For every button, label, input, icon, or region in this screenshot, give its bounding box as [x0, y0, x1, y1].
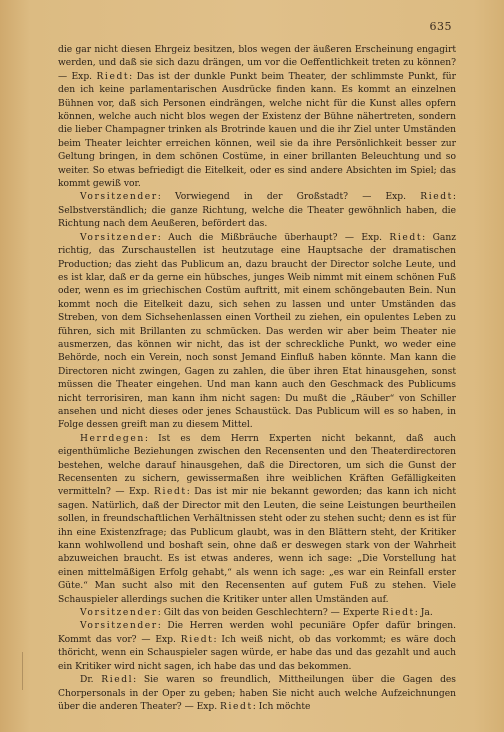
speaker-name: Riedl — [101, 675, 134, 686]
text-run: : Sie waren so freundlich, Mittheilungen über die Gagen des Chorpersonals in der Oper zu geben; haben Sie nicht auch welche Aufzeichnungen über die anderen Theater? — Exp. — [58, 675, 456, 712]
margin-mark — [22, 652, 23, 690]
speaker-name: Riedt — [420, 192, 453, 203]
text-run: : Auch die Mißbräuche überhaupt? — Exp. — [157, 232, 390, 243]
speaker-name: Vorsitzender — [80, 232, 158, 243]
speaker-name: Riedt — [389, 232, 423, 243]
paragraph — [58, 607, 456, 620]
text-run: : Ist es dem Herrn Experten nicht bekannt, daß auch eigenthümliche Beziehungen zwischen den Recensenten und den Theaterdirectoren bestehen, welche darauf hinausgehen, daß die Directoren, um sich die Gunst der Recensenten zu sichern, gewissermaßen ihre weiblichen Kräften Gefälligkeiten vermitteln? — Exp. — [58, 433, 456, 498]
text-run: : Ich weiß nicht, ob das vorkommt; es wäre doch thöricht, wenn ein Schauspieler sagen würde, er habe das und das gezahlt und auch ein Kritiker wird nicht sagen, ich habe das und das bekommen. — [58, 634, 456, 672]
text-run: : Die Herren werden wohl pecuniäre Opfer dafür bringen. Kommt das vor? — Exp. — [58, 621, 456, 645]
paragraph — [58, 44, 456, 191]
text-run: : Ganz richtig, das Zurschaustellen ist heutzutage eine Hauptsache der dramatischen Production; das zieht das Publicum an, dazu braucht der Director solche Leute, und es ist klar, daß er da gerne ein hübsches, junges Weib nimmt mit einem schönen Fuß oder, wenn es im griechischen Costüm auftritt, mit einem schöngebauten Bein. Nun kommt noch die Eitelkeit dazu, sich sehen zu lassen und unter Umständen das Streben, von dem Sichsehenlassen einen Vortheil zu ziehen, ein opulentes Leben zu führen, sich mit Brillanten zu schmücken. Das werden wir aber beim Theater nie ausmerzen, das können wir nicht, das ist der schreckliche Punkt, wo weder eine Behörde, noch ein Verein, noch sonst Jemand Einfluß haben könnte. Man kann die Directoren nicht zwingen, Gagen zu zahlen, die über ihren Etat hinausgehen, sonst müssen die Theater eingehen. Und man kann auch den Geschmack des Publicums nicht terrorisiren, man kann ihm nicht sagen: Du mußt die „Räuber“ von Schiller ansehen und nicht dieses oder jenes Schaustück. Das Publicum will es so haben, in Folge dessen greift man zu diesem Mittel. — [58, 232, 456, 431]
paragraph — [58, 620, 456, 674]
text-run: die gar nicht diesen Ehrgeiz besitzen, blos wegen der äußeren Erscheinung engagirt werden, und daß sie sich dazu drängen, um vor die Oeffentlichkeit treten zu können? — Exp. — [58, 45, 456, 82]
speaker-name: Riedt — [382, 608, 415, 619]
speaker-name: Vorsitzender — [80, 192, 158, 203]
speaker-name: Vorsitzender — [80, 621, 158, 632]
speaker-name: Vorsitzender — [80, 608, 158, 619]
page-number: 635 — [429, 20, 452, 33]
text-run: Dr. — [80, 675, 102, 686]
paragraph — [58, 232, 456, 433]
paragraph — [58, 433, 456, 607]
paragraph — [58, 674, 456, 714]
speaker-name: Riedt — [180, 634, 214, 645]
text-run: : Ja. — [414, 608, 433, 619]
text-run: : Ich möchte — [252, 701, 311, 712]
speaker-name: Riedt — [220, 701, 253, 712]
speaker-name: Riedt — [153, 487, 187, 498]
speaker-name: Riedt — [96, 71, 130, 82]
body-text — [58, 44, 456, 714]
paragraph — [58, 191, 456, 231]
text-run: : Das ist der dunkle Punkt beim Theater, der schlimmste Punkt, für den ich keine parlamentarischen Ausdrücke finden kann. Es kommt an einzelnen Bühnen vor, daß sich Personen eindrängen, welche nicht für die Kunst alles opfern können, welche auch nicht blos wegen der Existenz der Bühne nähertreten, sondern die lieber Champagner trinken als Brotrinde kauen und die ihr Ziel unter Umständen beim Theater leichter erreichen können, weil sie da ihre Persönlichkeit besser zur Geltung bringen, in dem schönen Costüme, in einer brillanten Beleuchtung und so weiter. So etwas befriedigt die Eitelkeit, oder es sind andere Absichten im Spiel; das kommt gewiß vor. — [58, 71, 456, 190]
text-run: : Vorwiegend in der Großstadt? — Exp. — [157, 192, 421, 203]
speaker-name: Herrdegen — [80, 433, 145, 444]
text-run: : Das ist mir nie bekannt geworden; das kann ich nicht sagen. Natürlich, daß der Director mit den Leuten, die seine Leistungen beurtheilen sollen, in freundschaftlichen Verhältnissen steht oder zu stehen sucht; denn es ist für ihn eine Existenzfrage; das Publicum glaubt, was in den Blättern steht, der Kritiker kann wohlwollend und boshaft sein, ohne daß er deswegen stark von der Wahrheit abzuweichen braucht. Es ist etwas anderes, wenn ich sage: „Die Vorstellung hat einen mittelmäßigen Erfolg gehabt,“ als wenn ich sage: „es war ein Reinfall erster Güte.“ Man sucht also mit den Recensenten auf gutem Fuß zu stehen. Viele Schauspieler allerdings suchen die Kritiker unter allen Umständen auf. — [58, 487, 456, 605]
text-run: : Selbstverständlich; die ganze Richtung, welche die Theater gewöhnlich haben, die Richtung nach dem Aeußeren, befördert das. — [58, 192, 456, 230]
text-run: : Gilt das von beiden Geschlechtern? — Experte — [157, 608, 383, 619]
